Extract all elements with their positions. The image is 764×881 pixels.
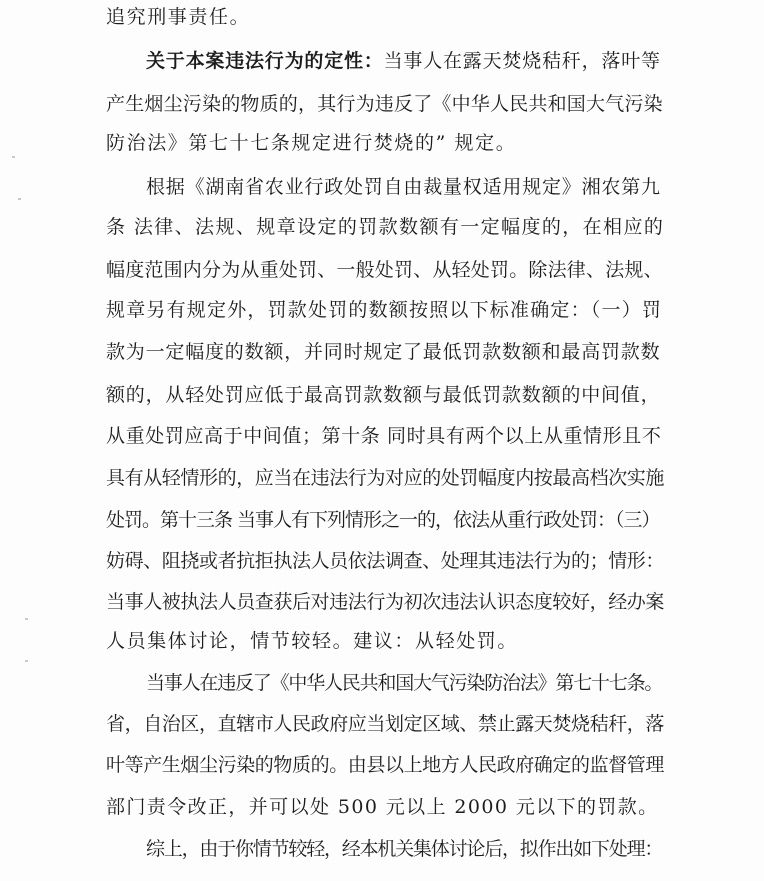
text-line: 妨碍、阻挠或者抗拒执法人员依法调查、处理其违法行为的；情形： [106,550,665,572]
text-line: 产生烟尘污染的物质的，其行为违反了《中华人民共和国大气污染 [106,93,663,115]
text-line: 人员集体讨论，情节较轻。建议：从轻处罚。 [106,630,519,652]
paragraph-heading-line [146,49,664,73]
text-line: 综上，由于你情节较轻，经本机关集体讨论后，拟作出如下处理： [146,838,663,860]
text-line: 幅度范围内分为从重处罚、一般处罚、从轻处罚。除法律、法规、 [106,259,663,281]
text-line: 叶等产生烟尘污染的物质的。由县以上地方人民政府确定的监督管理 [106,754,665,776]
text-line: 具有从轻情形的，应当在违法行为对应的处罚幅度内按最高档次实施 [106,467,665,489]
text-line: 追究刑事责任。 [106,6,251,28]
scan-mark [12,156,15,158]
text-line: 额的，从轻处罚应低于最高罚款数额与最低罚款数额的中间值， [106,384,661,406]
text-line: 款为一定幅度的数额，并同时规定了最低罚款数额和最高罚款数 [106,341,661,363]
scan-mark [25,618,28,620]
text-line: 部门责令改正，并可以处 500 元以上 2000 元以下的罚款。 [106,796,659,818]
scan-mark [25,660,28,662]
text-line: 从重处罚应高于中间值；第十条 同时具有两个以上从重情形且不 [106,425,662,447]
text-line: 防治法》第七十七条规定进行焚烧的” 规定。 [106,132,517,154]
text-line: 条 法律、法规、规章设定的罚款数额有一定幅度的，在相应的 [106,216,665,238]
scan-mark [18,198,21,200]
text-line: 规章另有规定外，罚款处罚的数额按照以下标准确定：（一）罚 [106,299,663,321]
text-line: 处罚。第十三条 当事人有下列情形之一的，依法从重行政处罚：（三） [106,509,660,531]
text-line: 当事人被执法人员查获后对违法行为初次违法认识态度较好，经办案 [106,591,665,613]
text-span: 当事人在露天焚烧秸秆，落叶等 [383,50,661,72]
section-heading: 关于本案违法行为的定性： [146,50,384,72]
text-line: 根据《湖南省农业行政处罚自由裁量权适用规定》湘农第九 [146,176,661,198]
text-line: 当事人在违反了《中华人民共和国大气污染防治法》第七十七条。 [146,672,663,694]
text-line: 省，自治区，直辖市人民政府应当划定区域、禁止露天焚烧秸秆，落 [106,713,665,735]
